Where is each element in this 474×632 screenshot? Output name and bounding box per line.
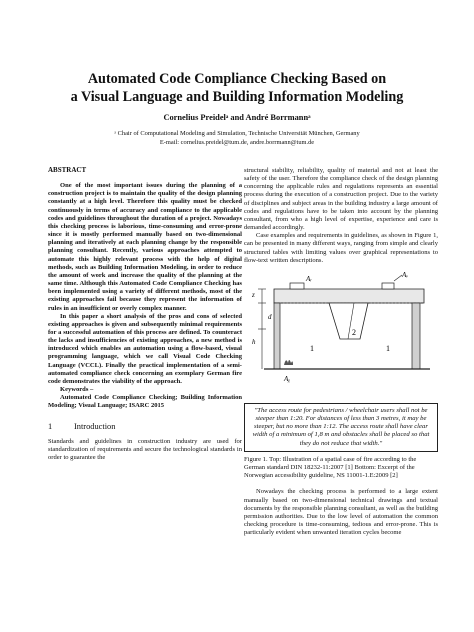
affiliation	[0, 129, 474, 147]
section-number: 1	[48, 421, 53, 431]
affiliation-email: E-mail: cornelius.preidel@tum.de, andre.borrmann@tum.de	[159, 139, 315, 146]
roof-vent-left	[290, 283, 304, 289]
left-wall	[274, 303, 280, 369]
label-ac: Aᵪ	[284, 374, 291, 383]
zone-label-1b: 1	[386, 343, 390, 353]
zone-label-2: 2	[352, 327, 356, 337]
zone-label-1a: 1	[310, 343, 314, 353]
fire-case-diagram	[244, 269, 438, 397]
figure-caption: Figure 1. Top: Illustration of a spatial case of fire according to the German standard DIN 18232-11:2007 [1] Bottom: Excerpt of the Norwegian accessibility guideline, NS 11001-1.E:2009 [2]	[244, 455, 417, 480]
roof-slab	[274, 289, 424, 303]
abstract-heading: ABSTRACT	[48, 166, 87, 174]
roof-vent-right	[382, 283, 394, 289]
label-ar: Aᵣ	[306, 274, 312, 283]
label-d: d	[268, 312, 272, 321]
abstract-paragraph-2: In this paper a short analysis of the pros and cons of selected existing approaches is given and subsequently minimal requirements for a successful automation of this process are defined. To counteract the lacks and insufficiencies of existing approaches, a new method is introduced which enables an automation using a flow-based, visual programming language, which we call Visual Code Checking Language (VCCL). Finally the practical implementation of a semi-automated compliance check concerning an exemplary German fire code demonstrates the viability of the approach.	[48, 312, 242, 385]
guideline-quote: "The access route for pedestrians / wheelchair users shall not be steeper than 1:20. For distances of less than 3 metres, it may be steeper, but no more than 1:12. The access route shall have clear width of a minimum of 1,8 m and obstacles shall be placed so that they do not reduce that width."	[244, 403, 438, 452]
affiliation-line: ᵃ Chair of Computational Modeling and Simulation, Technische Universität München, Germany	[114, 130, 360, 137]
keywords-heading: Keywords –	[60, 386, 94, 394]
right-column	[244, 167, 438, 537]
figure-illustration	[244, 269, 438, 397]
introduction-paragraph: Standards and guidelines in construction industry are used for standardization of requirements and secure the technological standards in order to guarantee the	[48, 437, 242, 461]
section-heading	[48, 423, 242, 431]
right-wall	[412, 303, 420, 369]
title-line-2: a Visual Language and Building Information Modeling	[70, 89, 404, 105]
paper-title	[0, 70, 474, 106]
keywords: Automated Code Compliance Checking; Building Information Modeling; Visual Language; ISARC 2015	[48, 394, 242, 410]
left-column	[48, 166, 242, 462]
abstract-paragraph-1: One of the most important issues during the planning of a construction project is to maintain the quality of the design planning constantly at a high level. Therefore this quality must be checked continuously in terms of accuracy and compliance to the applicable codes and guidelines throughout the duration of a project. Nowadays this checking process is laborious, time-consuming and error-prone since it is mostly performed manually based on two-dimensional planning and iteratively at each planning change by the responsible planning consultant. Recently, various approaches attempted to automate this highly relevant process with the help of digital methods, such as Building Information Modeling, in order to reduce the amount of work and increase the quality of the planning at the same time. Although this Automated Code Compliance Checking has been implemented using a variety of different methods, most of the existing approaches fail because they represent the information of rules in an insufficient or overly complex manner.	[48, 182, 242, 312]
label-z: z	[252, 290, 255, 299]
body-paragraph-2: Case examples and requirements in guidelines, as shown in Figure 1, can be presented in many different ways, ranging from simple and clearly structured tables with limiting values over graphical representations to flow-text written descriptions.	[244, 232, 438, 264]
label-h: h	[252, 337, 256, 346]
body-paragraph-3: Nowadays the checking process is performed to a large extent manually based on two-dimensional technical drawings and textual documents by the responsible planning consultant, as well as the building permission authorities. Due to the low level of automation the common checking procedure is time-consuming, tedious and error-prone. This is particularly evident when unwanted iteration cycles become	[244, 488, 438, 537]
section-title: Introduction	[74, 421, 116, 431]
title-line-1: Automated Code Compliance Checking Based on	[87, 71, 387, 87]
body-paragraph-1: structural stability, reliability, quality of material and not at least the safety of the user. Therefore the compliance check of the design planning concerning the applicable rules and regulations represents an essential process during the execution of a construction project. Due to the variety of disciplines and subject areas in the building industry a large amount of codes and regulations have to be taken into account by the planning consultant, from who a high level of expertise, experience and care is demanded accordingly.	[244, 167, 438, 232]
label-aw: Aᵥ	[402, 270, 409, 279]
authors: Cornelius Preidelᵃ and André Borrmannᵃ	[163, 113, 311, 122]
